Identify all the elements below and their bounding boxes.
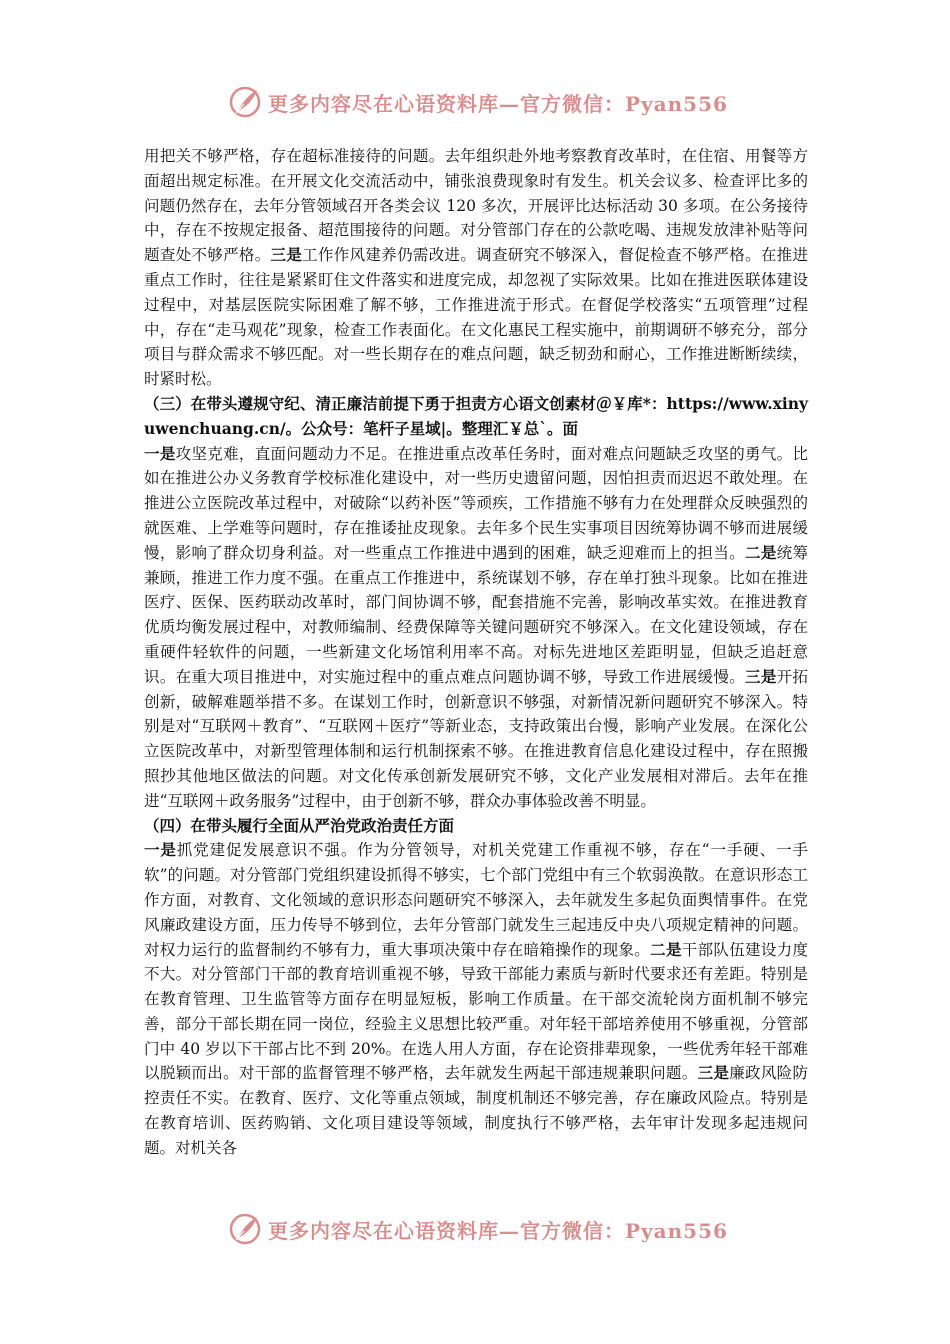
feather-pen-logo-icon (228, 1212, 262, 1246)
paragraph: 用把关不够严格，存在超标准接待的问题。去年组织赴外地考察教育改革时，在住宿、用餐等方面超出规定标准。在开展文化交流活动中，铺张浪费现象时有发生。机关会议多、检查评比多的问题仍然存在，去年分管领域召开各类会议 120 多次，开展评比达标活动 30 多项。在公务接待中，存在不按规定报备、超范围接待的问题。对分管部门存在的公款吃喝、违规发放津补贴等问题查处不够严格。三是工作作风建养仍需改进。调查研究不够深入，督促检查不够严格。在推进重点工作时，往往是紧紧盯住文件落实和进度完成，却忽视了实际效果。比如在推进医联体建设过程中，对基层医院实际困难了解不够，工作推进流于形式。在督促学校落实“五项管理”过程中，存在“走马观花”现象，检查工作表面化。在文化惠民工程实施中，前期调研不够充分，部分项目与群众需求不够匹配。对一些长期存在的难点问题，缺乏韧劲和耐心，工作推进断断续续，时紧时松。 (144, 147, 808, 389)
document-body (144, 144, 808, 1161)
section-heading-4: （四）在带头履行全面从严治党政治责任方面 (144, 815, 455, 835)
section-heading-3: （三）在带头遵规守纪、清正廉洁前提下勇于担责方心语文创素材＠￥库*：https://www.xinyuwenchuang.cn/。公众号：笔杆子星域|。整理汇￥总`。面 (144, 393, 808, 438)
watermark-text: 更多内容尽在心语资料库—官方微信：Pyan556 (268, 1218, 728, 1243)
feather-pen-logo-icon (228, 85, 262, 119)
watermark-banner-bottom (0, 1207, 950, 1251)
paragraph: 一是攻坚克难，直面问题动力不足。在推进重点改革任务时，面对难点问题缺乏攻坚的勇气。比如在推进公办义务教育学校标准化建设中，对一些历史遗留问题，因怕担责而迟迟不敢处理。在推进公立医院改革过程中，对破除“以药补医”等顽疾，工作措施不够有力在处理群众反映强烈的就医难、上学难等问题时，存在推诿扯皮现象。去年多个民生实事项目因统筹协调不够而进展缓慢，影响了群众切身利益。对一些重点工作推进中遇到的困难，缺乏迎难而上的担当。二是统筹兼顾，推进工作力度不强。在重点工作推进中，系统谋划不够，存在单打独斗现象。比如在推进医疗、医保、医药联动改革时，部门间协调不够，配套措施不完善，影响改革实效。在推进教育优质均衡发展过程中，对教师编制、经费保障等关键问题研究不够深入。在文化建设领域，存在重硬件轻软件的问题，一些新建文化场馆利用率不高。对标先进地区差距明显，但缺乏追赶意识。在重大项目推进中，对实施过程中的重点难点问题协调不够，导致工作进展缓慢。三是开拓创新，破解难题举措不多。在谋划工作时，创新意识不够强，对新情况新问题研究不够深入。特别是对“互联网＋教育”、“互联网＋医疗”等新业态，支持政策出台慢，影响产业发展。在深化公立医院改革中，对新型管理体制和运行机制探索不够。在推进教育信息化建设过程中，存在照搬照抄其他地区做法的问题。对文化传承创新发展研究不够，文化产业发展相对滞后。去年在推进“互联网＋政务服务”过程中，由于创新不够，群众办事体验改善不明显。 (144, 443, 808, 810)
paragraph: 一是抓党建促发展意识不强。作为分管领导，对机关党建工作重视不够，存在“一手硬、一手软”的问题。对分管部门党组织建设抓得不够实，七个部门党组中有三个软弱涣散。在意识形态工作方面，对教育、文化领域的意识形态问题研究不够深入，去年就发生多起负面舆情事件。在党风廉政建设方面，压力传导不够到位，去年分管部门就发生三起违反中央八项规定精神的问题。对权力运行的监督制约不够有力，重大事项决策中存在暗箱操作的现象。二是干部队伍建设力度不大。对分管部门干部的教育培训重视不够，导致干部能力素质与新时代要求还有差距。特别是在教育管理、卫生监管等方面存在明显短板，影响工作质量。在干部交流轮岗方面机制不够完善，部分干部长期在同一岗位，经验主义思想比较严重。对年轻干部培养使用不够重视，分管部门中 40 岁以下干部占比不到 20%。在选人用人方面，存在论资排辈现象，一些优秀年轻干部难以脱颖而出。对干部的监督管理不够严格，去年就发生两起干部违规兼职问题。三是廉政风险防控责任不实。在教育、医疗、文化等重点领域，制度机制还不够完善，存在廉政风险点。特别是在教育培训、医药购销、文化项目建设等领域，制度执行不够严格，去年审计发现多起违规问题。对机关各 (144, 840, 808, 1157)
watermark-text: 更多内容尽在心语资料库—官方微信：Pyan556 (268, 91, 728, 116)
watermark-banner-top (0, 80, 950, 124)
